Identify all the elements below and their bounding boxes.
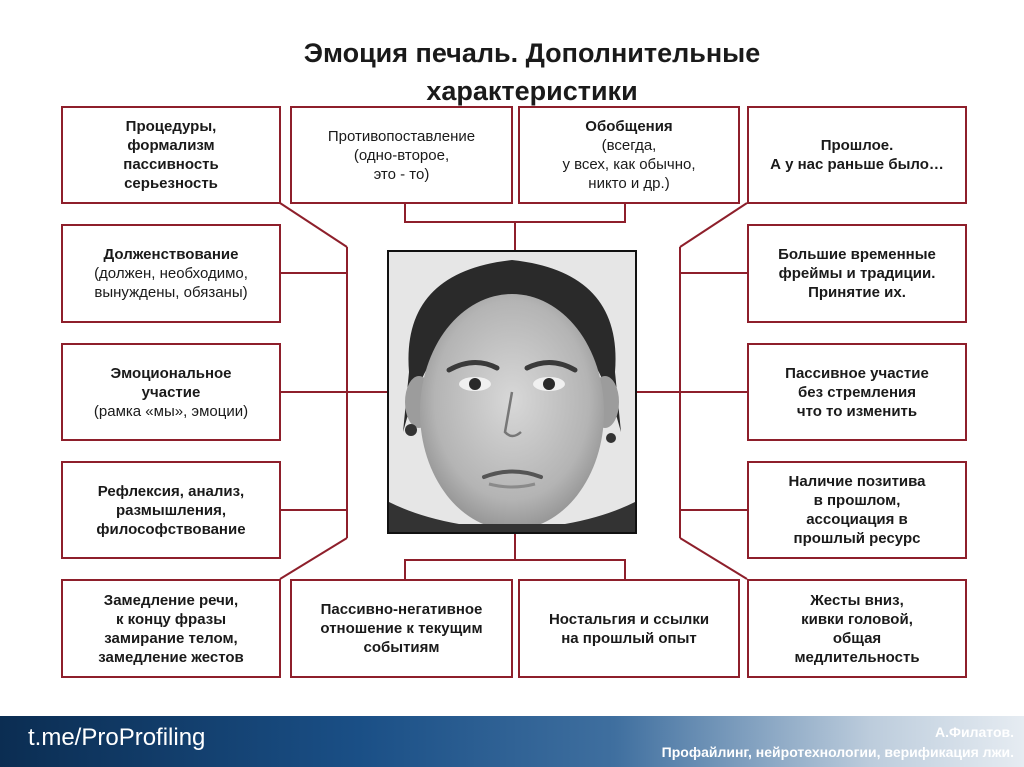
box-opposition-detail: (одно-второе, это - то)	[353, 146, 450, 183]
box-time-frames-line-3: Принятие их.	[808, 284, 906, 301]
box-positive-past-line-2: в прошлом,	[813, 492, 901, 509]
box-passive-participation-line-1: Пассивное участие	[785, 364, 929, 382]
box-procedures	[61, 106, 281, 204]
box-gestures-down-line-1: Жесты вниз,	[810, 591, 904, 609]
box-emotional-participation-detail: (рамка «мы», эмоции)	[93, 402, 249, 420]
box-reflection-line-3: философствование	[96, 520, 246, 538]
box-obligation-detail: (должен, необходимо, вынуждены, обязаны)	[94, 265, 248, 301]
box-time-frames-line-1: Большие временные	[778, 246, 936, 263]
box-passive-negative	[290, 579, 513, 678]
box-speech-slowdown-line-3: замирание телом,	[104, 629, 238, 647]
box-passive-negative-line-2: отношение к текущим	[320, 620, 483, 637]
box-reflection-line-1: Рефлексия, анализ,	[97, 482, 245, 500]
box-opposition	[290, 106, 513, 204]
box-passive-negative-line-3: событиям	[363, 639, 440, 656]
box-speech-slowdown-line-4: замедление жестов	[98, 648, 244, 666]
box-procedures-line-3: пассивность	[123, 156, 219, 173]
box-speech-slowdown-line-2: к концу фразы	[115, 610, 227, 628]
footer-channel-link[interactable]: t.me/ProProfiling	[28, 724, 206, 751]
box-gestures-down-line-4: медлительность	[794, 648, 920, 666]
box-opposition-title: Противопоставление	[327, 127, 476, 145]
box-procedures-line-2: формализм	[127, 137, 215, 154]
box-past-line-1: Прошлое.	[820, 137, 894, 154]
box-passive-participation	[747, 343, 967, 441]
box-emotional-participation	[61, 343, 281, 441]
box-nostalgia-line-1: Ностальгия и ссылки	[548, 610, 710, 628]
box-generalization-title: Обобщения	[585, 118, 673, 135]
box-positive-past-line-3: ассоциация в	[806, 511, 908, 528]
box-nostalgia	[518, 579, 740, 678]
box-speech-slowdown-line-1: Замедление речи,	[103, 591, 239, 609]
box-emotional-participation-title: Эмоциональное участие	[110, 364, 232, 401]
box-past	[747, 106, 967, 204]
sad-face-photo	[387, 250, 637, 534]
box-gestures-down-line-2: кивки головой,	[801, 610, 913, 628]
box-speech-slowdown	[61, 579, 281, 678]
box-time-frames-line-2: фреймы и традиции.	[778, 265, 936, 282]
box-passive-participation-line-3: что то изменить	[796, 402, 918, 420]
box-obligation-title: Долженствование	[103, 246, 239, 263]
box-past-line-2: А у нас раньше было…	[770, 156, 944, 173]
box-procedures-line-1: Процедуры,	[125, 118, 217, 135]
box-passive-negative-line-1: Пассивно-негативное	[320, 601, 483, 618]
title-line-2: характеристики	[426, 76, 638, 106]
box-gestures-down	[747, 579, 967, 678]
footer-author-name: А.Филатов.	[935, 724, 1014, 740]
box-time-frames	[747, 224, 967, 323]
box-passive-participation-line-2: без стремления	[797, 383, 917, 401]
box-generalization	[518, 106, 740, 204]
box-nostalgia-line-2: на прошлый опыт	[561, 629, 697, 647]
box-reflection-line-2: размышления,	[115, 501, 227, 519]
footer-author-subtitle: Профайлинг, нейротехнологии, верификация лжи.	[661, 744, 1014, 760]
box-obligation	[61, 224, 281, 323]
title-line-1: Эмоция печаль. Дополнительные	[303, 38, 761, 68]
box-gestures-down-line-3: общая	[832, 629, 882, 647]
box-positive-past	[747, 461, 967, 559]
box-positive-past-line-1: Наличие позитива	[788, 473, 926, 490]
footer-author	[662, 722, 1014, 762]
box-generalization-detail: (всегда, у всех, как обычно, никто и др.)	[562, 137, 696, 192]
box-procedures-line-4: серьезность	[124, 175, 218, 192]
box-positive-past-line-4: прошлый ресурс	[793, 530, 921, 547]
box-reflection	[61, 461, 281, 559]
